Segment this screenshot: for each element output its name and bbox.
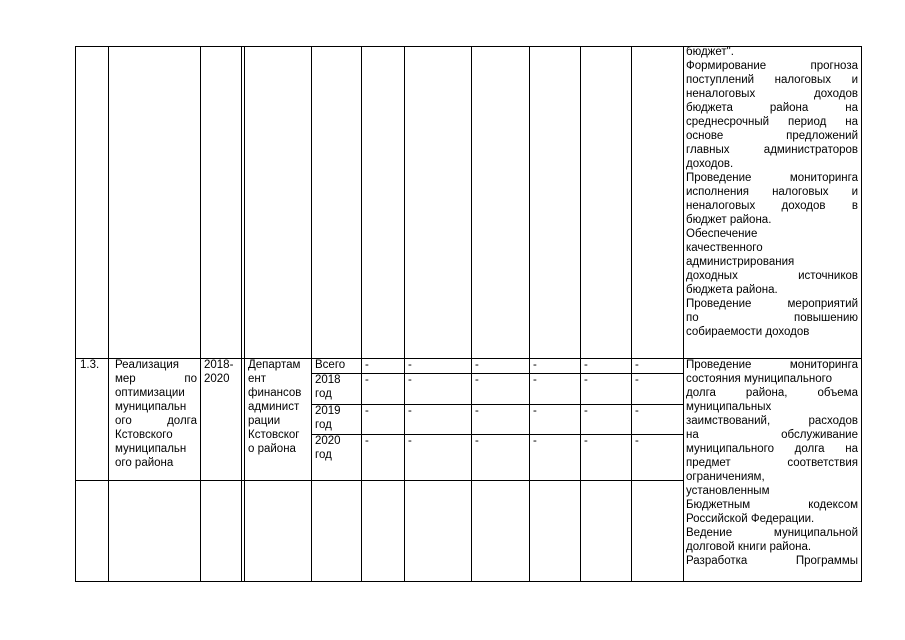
cell-text: поступлений налоговых и [686,74,858,86]
cell-text: бюджет района. [686,214,772,226]
col-line [244,46,245,581]
value-cell: - [365,374,369,386]
period: 2018- [204,359,234,371]
value-cell: - [475,359,479,371]
cell-text: среднесрочный период на [686,116,858,128]
row-number: 1.3. [80,359,100,371]
value-cell: - [533,435,537,447]
value-cell: - [408,405,412,417]
value-cell: - [408,435,412,447]
col-line [580,46,581,581]
description: Бюджетным кодексом [686,499,858,511]
executor: рации [248,415,281,427]
row-line [75,480,683,481]
executor: Департам [248,359,301,371]
col-line [361,46,362,581]
value-cell: - [584,374,588,386]
description: заимствований, расходов [686,415,858,427]
period: 2020 [204,373,230,385]
measure-name: муниципальн [115,401,187,413]
value-cell: - [533,405,537,417]
year-label: 2020 [315,435,341,447]
value-cell: - [365,405,369,417]
col-line [241,46,242,581]
measure-name: ого района [115,457,174,469]
measure-name: ого долга [115,415,197,427]
description: Ведение муниципальной [686,527,858,539]
cell-text: исполнения налоговых и [686,186,858,198]
cell-text: бюджета района. [686,284,778,296]
description: долга района, объема [686,387,858,399]
cell-text: администрирования [686,256,795,268]
value-cell: - [475,374,479,386]
cell-text: по повышению [686,312,858,324]
measure-name: оптимизации [115,387,185,399]
description: Разработка Программы [686,555,858,567]
value-cell: - [635,435,639,447]
cell-text: главных администраторов [686,144,858,156]
value-cell: - [365,359,369,371]
measure-name: муниципальн [115,443,187,455]
row-line [75,581,862,582]
measure-name: Реализация [115,359,179,371]
year-label: год [315,449,332,461]
description: Российской Федерации. [686,513,815,525]
col-line [75,46,76,581]
cell-text: Обеспечение [686,228,758,240]
value-cell: - [635,359,639,371]
value-cell: - [533,359,537,371]
row-line [75,46,862,47]
value-cell: - [475,435,479,447]
measure-name: мер по [115,373,197,385]
col-line [404,46,405,581]
value-cell: - [635,405,639,417]
col-line [861,46,862,581]
cell-text: качественного [686,242,763,254]
col-line [631,46,632,581]
cell-text: бюджет". [686,46,734,58]
description: долговой книги района. [686,541,812,553]
cell-text: бюджета района на [686,102,858,114]
cell-text: неналоговых доходов [686,88,858,100]
col-line [311,46,312,581]
description: предмет соответствия [686,457,858,469]
value-cell: - [584,359,588,371]
col-line [200,46,201,581]
col-line [683,46,684,581]
cell-text: Формирование прогноза [686,60,858,72]
description: ограничениям, [686,471,765,483]
executor: админист [248,401,300,413]
value-cell: - [584,405,588,417]
measure-name: Кстовского [115,429,173,441]
value-cell: - [408,359,412,371]
cell-text: Проведение мероприятий [686,298,858,310]
cell-text: доходов. [686,158,734,170]
description: установленным [686,485,770,497]
year-label: год [315,388,332,400]
col-line [471,46,472,581]
value-cell: - [408,374,412,386]
year-label: 2018 [315,374,341,386]
cell-text: собираемости доходов [686,326,810,338]
col-line [529,46,530,581]
description: Проведение мониторинга [686,359,858,371]
executor: финансов [248,387,302,399]
value-cell: - [533,374,537,386]
value-cell: - [365,435,369,447]
description: на обслуживание [686,429,858,441]
cell-text: неналоговых доходов в [686,200,858,212]
value-cell: - [584,435,588,447]
description: муниципального долга на [686,443,858,455]
value-cell: - [475,405,479,417]
description: состояния муниципального [686,373,832,385]
value-cell: - [635,374,639,386]
cell-text: Проведение мониторинга [686,172,858,184]
executor: Кстовског [248,429,300,441]
description: муниципальных [686,401,772,413]
executor: о района [248,443,296,455]
executor: ент [248,373,267,385]
cell-text: основе предложений [686,130,858,142]
year-label: год [315,419,332,431]
year-label: Всего [315,359,346,371]
col-line [108,46,109,581]
cell-text: доходных источников [686,270,858,282]
year-label: 2019 [315,405,341,417]
